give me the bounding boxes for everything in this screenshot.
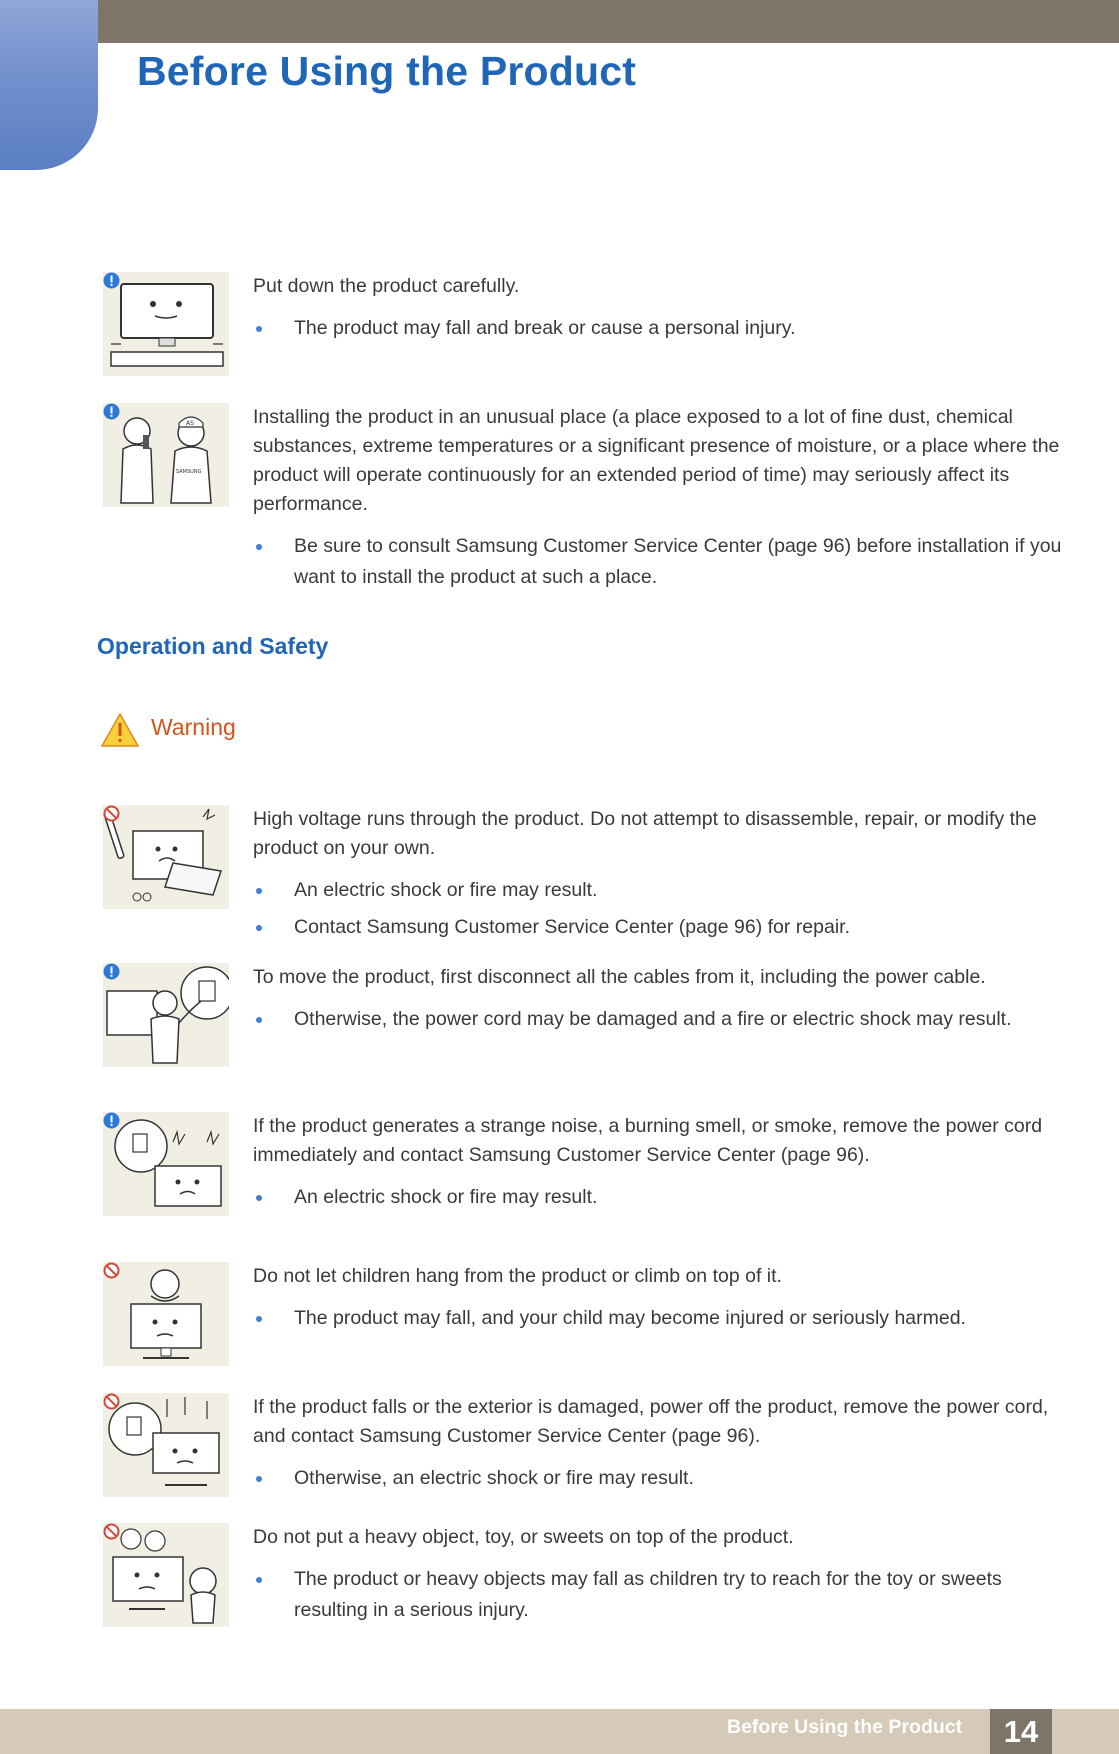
chapter-tab	[0, 0, 98, 170]
service-badge-text: AS	[186, 420, 194, 427]
page-number: 14	[990, 1709, 1052, 1754]
illustration-put-down-carefully	[103, 272, 229, 376]
warning-triangle-icon	[100, 712, 140, 748]
bullet-item: Contact Samsung Customer Service Center (page 96) for repair.	[253, 912, 1078, 943]
instruction-text	[253, 1393, 1078, 1494]
no-sign-icon	[103, 1262, 120, 1279]
section-heading: Operation and Safety	[97, 633, 329, 659]
instruction-text	[253, 805, 1078, 943]
instruction-paragraph: Installing the product in an unusual place (a place exposed to a lot of fine dust, chemical substances, extreme temperatures or a significant presence of moisture, or a place where the product will operate continuously for an extended period of time) may seriously affect its performance.	[253, 406, 1060, 515]
bullet-item: An electric shock or fire may result.	[253, 1182, 1078, 1213]
instruction-text	[253, 403, 1078, 593]
bullet-item: The product may fall and break or cause a personal injury.	[253, 313, 1078, 344]
instruction-paragraph: If the product generates a strange noise, a burning smell, or smoke, remove the power cord immediately and contact Samsung Customer Service Center (page 96).	[253, 1115, 1043, 1166]
instruction-text	[253, 1262, 1078, 1334]
no-sign-icon	[103, 1393, 120, 1410]
warning-label: Warning	[151, 714, 236, 740]
instruction-paragraph: If the product falls or the exterior is damaged, power off the product, remove the power cord, and contact Samsung Customer Service Center (page 96).	[253, 1396, 1049, 1447]
illustration-unusual-place	[103, 403, 229, 507]
illustration-product-falls	[103, 1393, 229, 1497]
bullet-item: The product may fall, and your child may become injured or seriously harmed.	[253, 1303, 1078, 1334]
top-bar	[0, 0, 1119, 43]
instruction-text	[253, 1523, 1078, 1626]
bullet-item: Otherwise, the power cord may be damaged and a fire or electric shock may result.	[253, 1004, 1078, 1035]
instruction-text	[253, 963, 1078, 1035]
instruction-text	[253, 1112, 1078, 1213]
illustration-strange-noise	[103, 1112, 229, 1216]
footer-label: Before Using the Product	[727, 1716, 963, 1738]
bullet-item: Otherwise, an electric shock or fire may result.	[253, 1463, 1078, 1494]
bullet-item: The product or heavy objects may fall as children try to reach for the toy or sweets resulting in a serious injury.	[253, 1564, 1078, 1626]
bullet-item: An electric shock or fire may result.	[253, 875, 1078, 906]
instruction-paragraph: Do not let children hang from the product or climb on top of it.	[253, 1265, 782, 1287]
bullet-item: Be sure to consult Samsung Customer Service Center (page 96) before installation if you want to install the product at such a place.	[253, 531, 1078, 593]
instruction-paragraph: Do not put a heavy object, toy, or sweets on top of the product.	[253, 1526, 794, 1548]
illustration-children-climbing	[103, 1262, 229, 1366]
brand-text: SAMSUNG	[176, 469, 202, 475]
illustration-heavy-object	[103, 1523, 229, 1627]
instruction-text	[253, 272, 1078, 344]
instruction-paragraph: To move the product, first disconnect all the cables from it, including the power cable.	[253, 966, 986, 988]
page-title: Before Using the Product	[137, 48, 637, 94]
instruction-paragraph: Put down the product carefully.	[253, 275, 520, 297]
exclamation-badge-icon	[103, 272, 120, 289]
instruction-paragraph: High voltage runs through the product. Do not attempt to disassemble, repair, or modify the product on your own.	[253, 808, 1037, 859]
exclamation-badge-icon	[103, 963, 120, 980]
no-sign-icon	[103, 805, 120, 822]
exclamation-badge-icon	[103, 403, 120, 420]
illustration-high-voltage	[103, 805, 229, 909]
illustration-disconnect-cables	[103, 963, 229, 1067]
no-sign-icon	[103, 1523, 120, 1540]
exclamation-badge-icon	[103, 1112, 120, 1129]
